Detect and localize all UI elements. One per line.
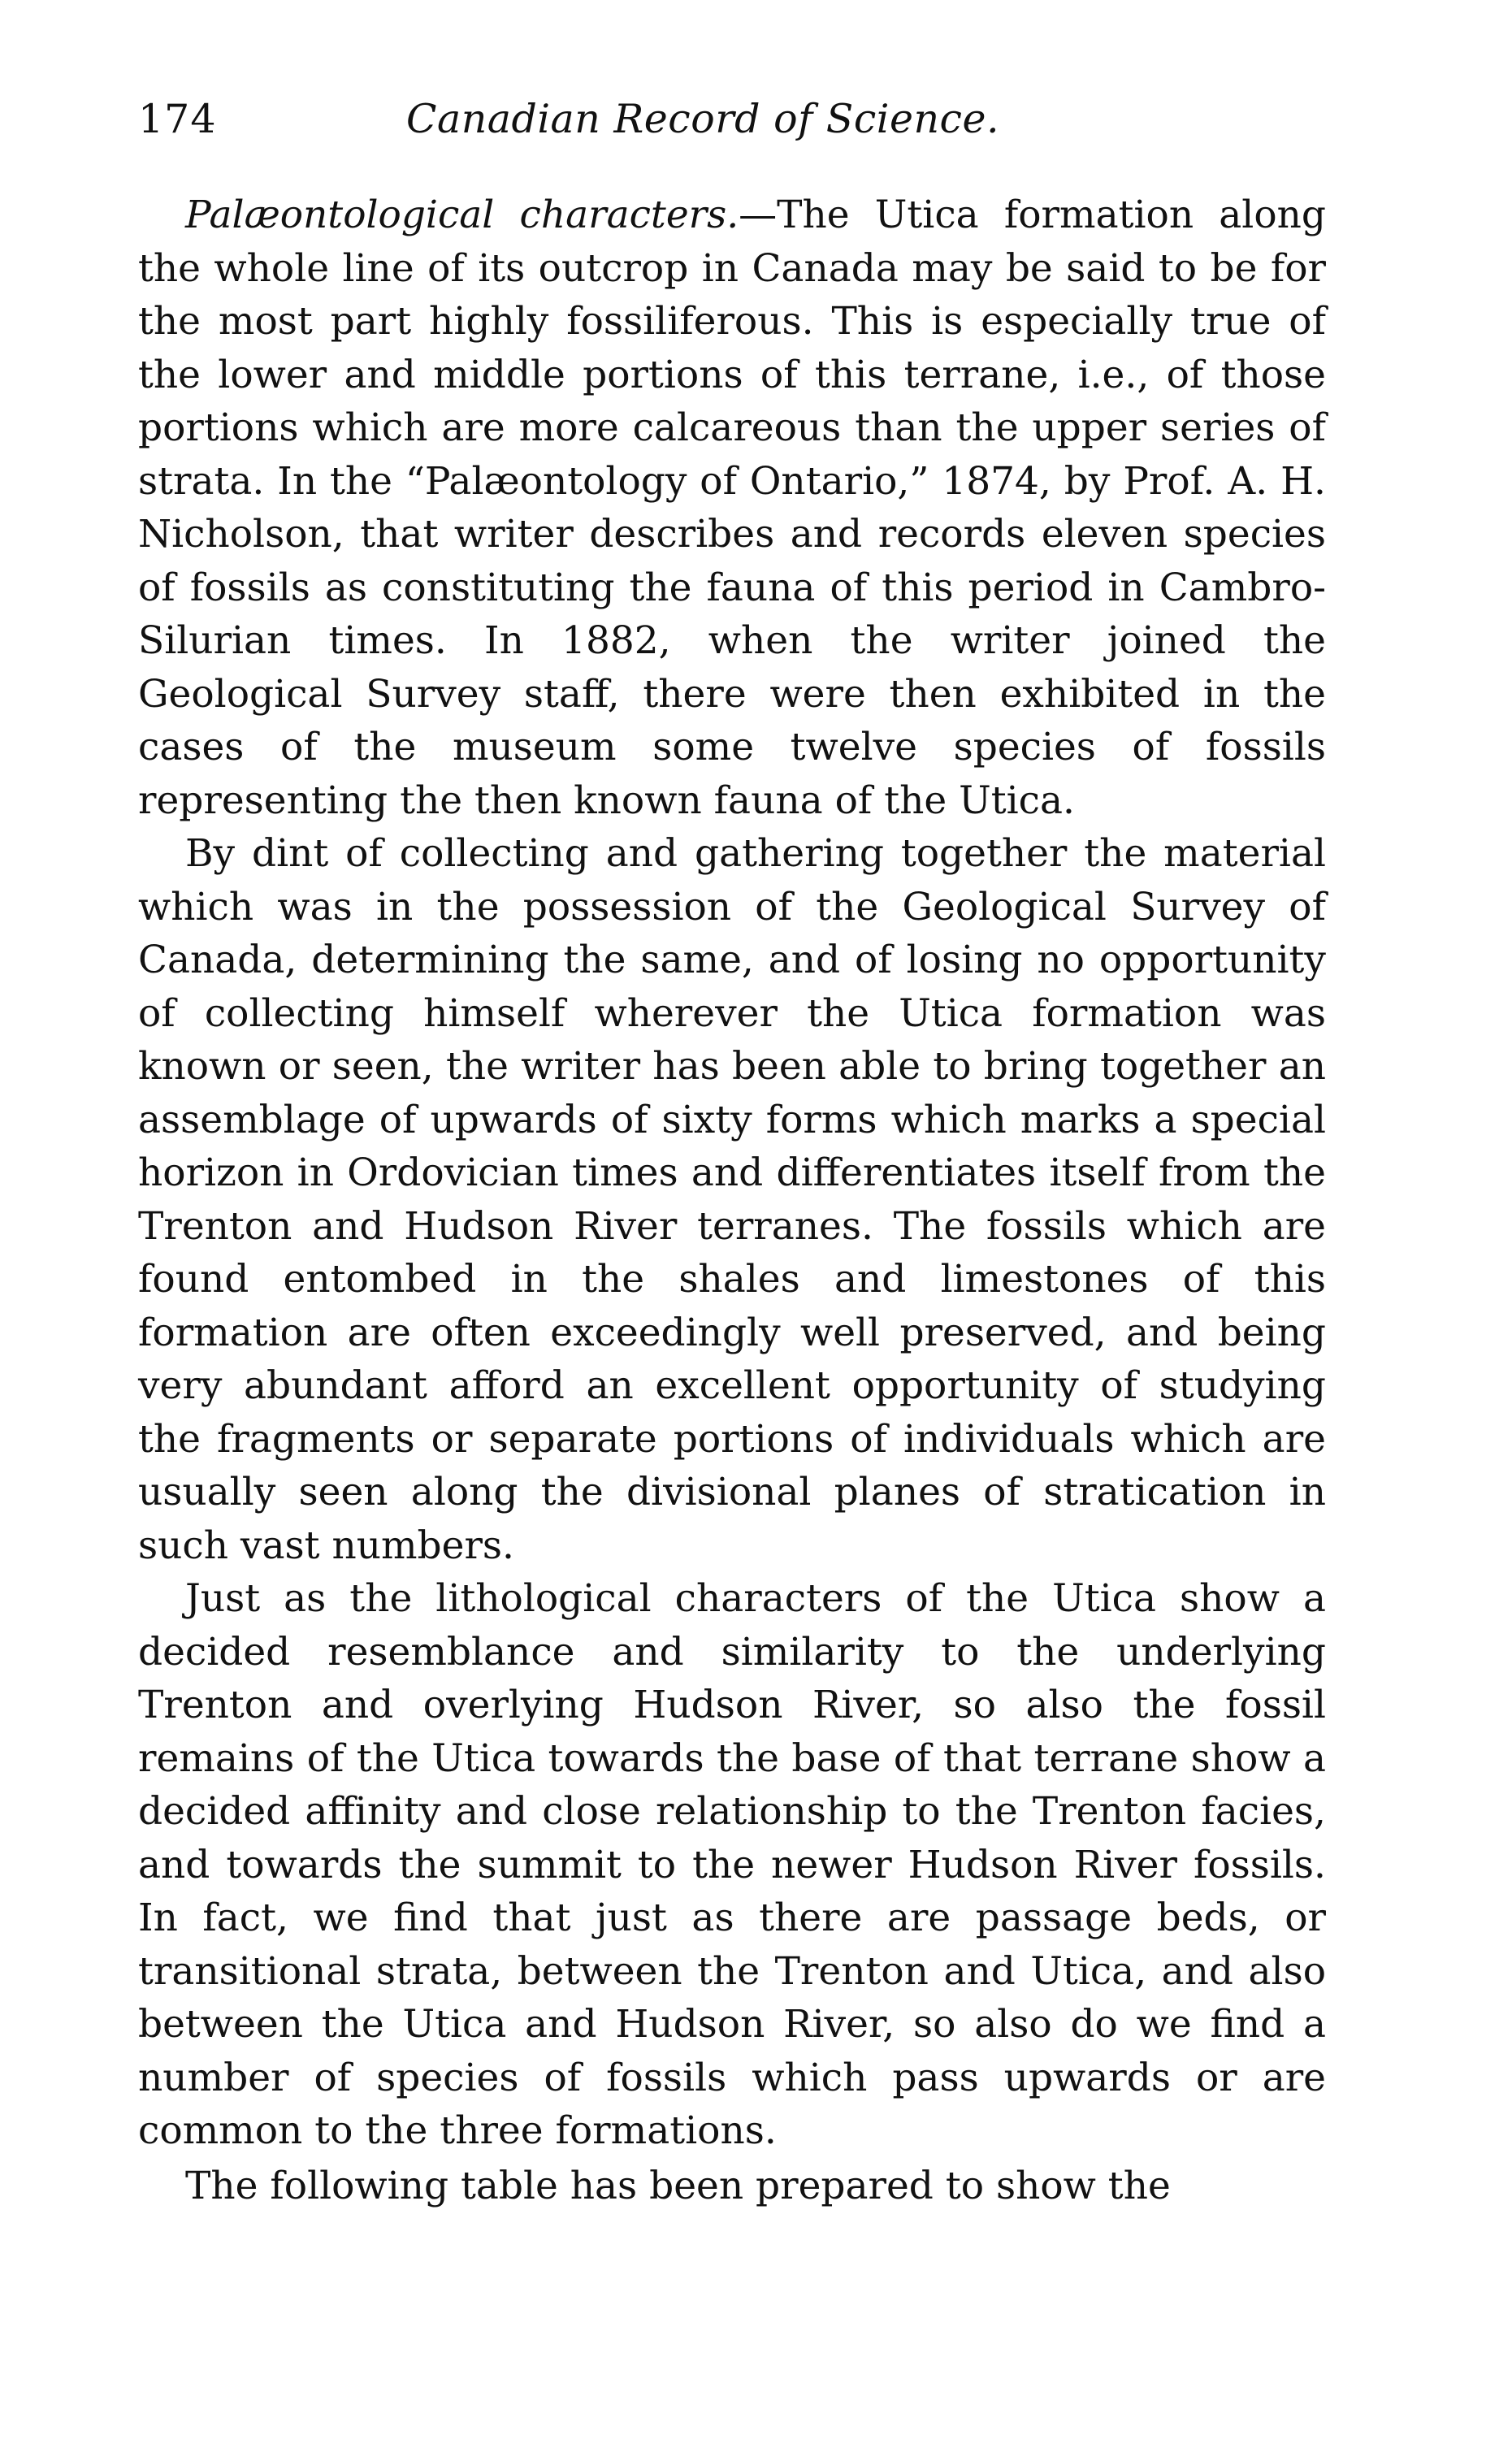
paragraph-text: By dint of collecting and gathering together the material which was in the possession of the Geological Survey of Canada, determining the same, and of losing no opportunity of collecting himself wherever the Utica formation was known or seen, the writer has been able to bring together an assemblage of upwards of sixty forms which marks a special horizon in Ordovician times and differentiates itself from the Trenton and Hudson River terranes. The fossils which are found entombed in the shales and limestones of this formation are often exceedingly well preserved, and being very abundant afford an excellent opportunity of studying the fragments or separate portions of individuals which are usually seen along the divisional planes of stratication in such vast numbers. [138,831,1326,1568]
paragraph-lead-heading: Palæontological characters. [185,193,739,237]
page-number: 174 [138,96,217,142]
paragraph-palaeontological-characters [138,188,1326,827]
running-title: Canadian Record of Science. [406,96,1000,142]
paragraph-collecting [138,827,1326,1572]
body-text [138,188,1326,2212]
paragraph-text: Just as the lithological characters of the Utica show a decided resemblance and similarity to the underlying Trenton and overlying Hudson River, so also the fossil remains of the Utica towards the base of that terrane show a decided affinity and close relationship to the Trenton facies, and towards the summit to the newer Hudson River fossils. In fact, we find that just as there are passage beds, or transitional strata, between the Trenton and Utica, and also between the Utica and Hudson River, so also do we find a number of species of fossils which pass upwards or are common to the three formations. [138,1576,1326,2153]
paragraph-text: —The Utica formation along the whole line of its outcrop in Canada may be said to be for the most part highly fossiliferous. This is especially true of the lower and middle portions of this terrane, i.e., of those portions which are more calcareous than the upper series of strata. In the “Palæontology of Ontario,” 1874, by Prof. A. H. Nicholson, that writer describes and records eleven species of fossils as constituting the fauna of this period in Cambro-Silurian times. In 1882, when the writer joined the Geological Survey staff, there were then exhibited in the cases of the museum some twelve species of fossils representing the then known fauna of the Utica. [138,193,1326,823]
paragraph-text: The following table has been prepared to show the [185,2163,1171,2208]
paragraph-lithological-characters [138,1572,1326,2158]
page-header [138,96,1332,161]
paragraph-following-table [138,2160,1326,2213]
